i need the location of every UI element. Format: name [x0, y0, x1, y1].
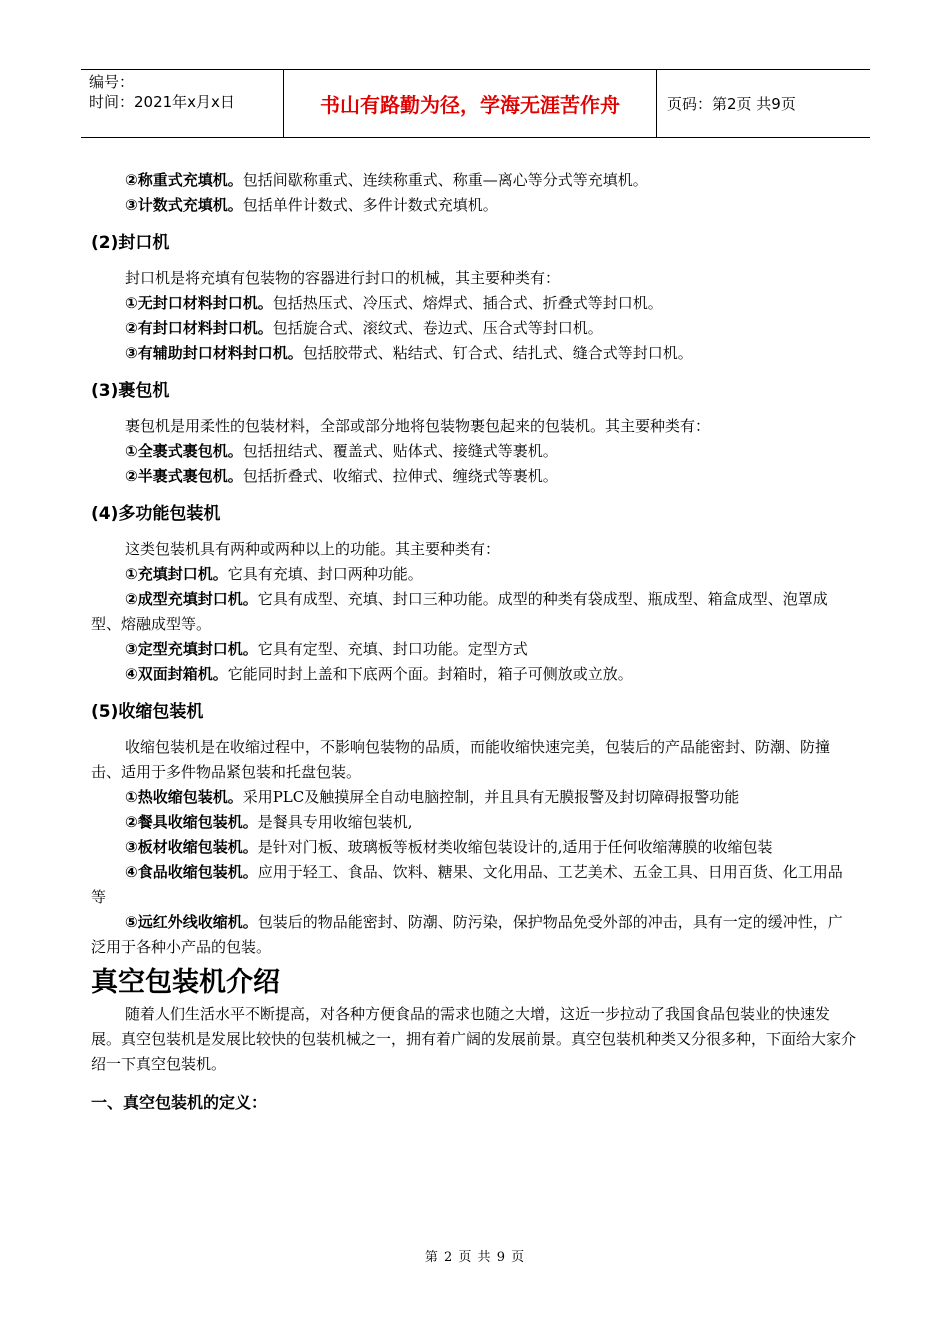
list-item-text: 包括单件计数式、多件计数式充填机。	[242, 196, 498, 214]
list-item-text: 是针对门板、玻璃板等板材类收缩包装设计的,适用于任何收缩薄膜的收缩包装	[257, 838, 773, 856]
list-item	[91, 168, 857, 193]
list-item	[91, 662, 857, 687]
page-footer: 第 2 页 共 9 页	[424, 1250, 526, 1265]
list-item-term: ②半裹式裹包机。	[125, 467, 243, 485]
list-item-text: 它具有充填、封口两种功能。	[227, 565, 423, 583]
paragraph: 封口机是将充填有包装物的容器进行封口的机械，其主要种类有：	[125, 269, 561, 287]
list-item-term: ③有辅助封口材料封口机。	[125, 344, 303, 362]
section-heading: (3)裹包机	[91, 381, 170, 401]
list-item-term: ①充填封口机。	[125, 565, 228, 583]
section-heading: (4)多功能包装机	[91, 504, 221, 524]
number-label: 编号：	[89, 73, 135, 91]
list-item-text: 包括热压式、冷压式、熔焊式、插合式、折叠式等封口机。	[272, 294, 663, 312]
list-item	[91, 785, 857, 810]
list-item-text: 它能同时封上盖和下底两个面。封箱时，箱子可侧放或立放。	[227, 665, 633, 683]
paragraph: 收缩包装机是在收缩过程中，不影响包装物的品质，而能收缩快速完美，包装后的产品能密封、防潮、防撞击、适用于多件物品紧包装和托盘包装。	[91, 738, 831, 781]
list-item-term: ②称重式充填机。	[125, 171, 243, 189]
document-body	[91, 168, 857, 1115]
list-item-text: 它具有成型、充填、封口三种功能。成型的种类有袋成型、瓶成型、箱盒成型、泡罩成型、熔融成型等。	[91, 590, 828, 633]
list-item-text: 是餐具专用收缩包装机,	[257, 813, 413, 831]
section-heading: 一、真空包装机的定义：	[91, 1093, 268, 1112]
section-heading: (2)封口机	[91, 233, 170, 253]
list-item	[91, 835, 857, 860]
list-item	[91, 562, 857, 587]
list-item	[91, 316, 857, 341]
list-item	[91, 637, 857, 662]
list-item-text: 包括间歇称重式、连续称重式、称重—离心等分式等充填机。	[242, 171, 648, 189]
list-item-text: 它具有定型、充填、封口功能。定型方式	[257, 640, 528, 658]
list-item-term: ①无封口材料封口机。	[125, 294, 273, 312]
list-item-term: ③定型充填封口机。	[125, 640, 258, 658]
list-item-text: 包装后的物品能密封、防潮、防污染，保护物品免受外部的冲击，具有一定的缓冲性，广泛用于各种小产品的包装。	[91, 913, 843, 956]
list-item-term: ④食品收缩包装机。	[125, 863, 258, 881]
list-item-text: 包括扭结式、覆盖式、贴体式、接缝式等裹机。	[242, 442, 558, 460]
list-item	[91, 587, 857, 637]
list-item	[91, 860, 857, 910]
section-heading: 真空包装机介绍	[91, 967, 280, 998]
list-item	[91, 464, 857, 489]
paragraph: 这类包装机具有两种或两种以上的功能。其主要种类有：	[125, 540, 501, 558]
list-item-text: 应用于轻工、食品、饮料、糖果、文化用品、工艺美术、五金工具、日用百货、化工用品等	[91, 863, 843, 906]
list-item	[91, 910, 857, 960]
list-item-text: 采用PLC及触摸屏全自动电脑控制，并且具有无膜报警及封切障碍报警功能	[242, 788, 740, 806]
list-item-text: 包括折叠式、收缩式、拉伸式、缠绕式等裹机。	[242, 467, 558, 485]
list-item-term: ③板材收缩包装机。	[125, 838, 258, 856]
list-item-term: ⑤远红外线收缩机。	[125, 913, 258, 931]
paragraph: 裹包机是用柔性的包装材料，全部或部分地将包装物裹包起来的包装机。其主要种类有：	[125, 417, 711, 435]
date-label: 时间：2021年x月x日	[89, 93, 235, 111]
header-motto: 书山有路勤为径，学海无涯苦作舟	[283, 70, 657, 137]
header-page-label: 页码：第2页 共9页	[667, 95, 796, 113]
list-item-text: 包括旋合式、滚纹式、卷边式、压合式等封口机。	[272, 319, 603, 337]
list-item	[91, 193, 857, 218]
paragraph: 随着人们生活水平不断提高，对各种方便食品的需求也随之大增，这近一步拉动了我国食品包装业的快速发展。真空包装机是发展比较快的包装机械之一，拥有着广阔的发展前景。真空包装机种类又分很多种，下面给大家介绍一下真空包装机。	[91, 1005, 857, 1073]
list-item	[91, 291, 857, 316]
list-item-term: ①热收缩包装机。	[125, 788, 243, 806]
list-item-text: 包括胶带式、粘结式、钉合式、结扎式、缝合式等封口机。	[302, 344, 693, 362]
list-item-term: ②餐具收缩包装机。	[125, 813, 258, 831]
list-item-term: ②有封口材料封口机。	[125, 319, 273, 337]
list-item-term: ②成型充填封口机。	[125, 590, 258, 608]
header-meta	[81, 70, 283, 137]
list-item	[91, 439, 857, 464]
list-item-term: ①全裹式裹包机。	[125, 442, 243, 460]
list-item	[91, 810, 857, 835]
list-item-term: ④双面封箱机。	[125, 665, 228, 683]
section-heading: (5)收缩包装机	[91, 702, 204, 722]
list-item	[91, 341, 857, 366]
page-header	[81, 69, 870, 138]
list-item-term: ③计数式充填机。	[125, 196, 243, 214]
